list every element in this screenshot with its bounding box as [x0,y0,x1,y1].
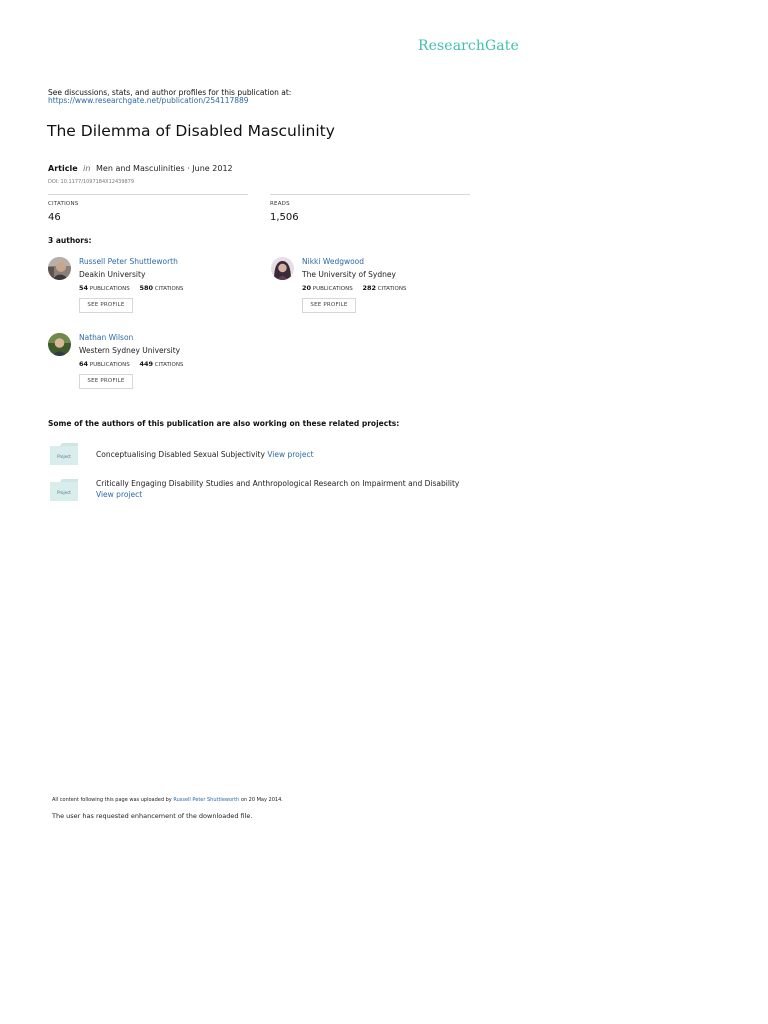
divider [48,194,248,195]
related-projects-heading: Some of the authors of this publication are also working on these related projects: [48,419,400,428]
project-folder-icon [50,443,78,465]
divider [270,194,470,195]
author-stats [302,284,406,292]
author-institution: Western Sydney University [79,346,181,355]
publications-count: 64 [79,360,89,368]
reads-value[interactable]: 1,506 [270,212,299,223]
author-card [48,257,248,319]
citations-label: CITATIONS [48,201,79,207]
reads-label: READS [270,201,290,207]
uploader-link[interactable]: Russell Peter Shuttleworth [173,797,240,803]
project-title: Conceptualising Disabled Sexual Subjectivity [96,450,265,459]
publication-meta [48,164,233,173]
intro-text: See discussions, stats, and author profiles for this publication at: [48,88,292,97]
author-name-link[interactable]: Russell Peter Shuttleworth [79,257,178,266]
avatar[interactable] [48,257,71,280]
intro-block [48,89,291,105]
citations-value[interactable]: 46 [48,212,61,223]
see-profile-button[interactable]: SEE PROFILE [79,374,133,389]
see-profile-button[interactable]: SEE PROFILE [302,298,356,313]
publication-url-link[interactable]: https://www.researchgate.net/publication/254117889 [48,96,249,105]
publication-type: Article [48,164,78,173]
upload-suffix: on 20 May 2014. [240,797,283,803]
author-card [48,333,248,395]
project-item [96,478,459,500]
author-institution: The University of Sydney [302,270,396,279]
enhancement-note: The user has requested enhancement of the downloaded file. [52,812,253,820]
publications-label: PUBLICATIONS [89,286,130,292]
journal-name[interactable]: Men and Masculinities · June 2012 [96,164,233,173]
project-item [96,449,314,460]
author-name-link[interactable]: Nathan Wilson [79,333,134,342]
view-project-link[interactable]: View project [267,450,314,459]
citations-count: 449 [139,360,154,368]
publication-title: The Dilemma of Disabled Masculinity [47,122,335,140]
avatar[interactable] [271,257,294,280]
author-institution: Deakin University [79,270,146,279]
project-title: Critically Engaging Disability Studies and Anthropological Research on Impairment and Disability [96,479,460,488]
citations-label: CITATIONS [154,362,184,368]
author-stats [79,360,183,368]
author-stats [79,284,183,292]
upload-prefix: All content following this page was uploaded by [52,797,172,803]
publications-label: PUBLICATIONS [89,362,130,368]
citations-label: CITATIONS [377,286,407,292]
citations-count: 282 [362,284,377,292]
publications-count: 54 [79,284,89,292]
in-word: in [83,164,91,173]
citations-count: 580 [139,284,154,292]
svg-text:Project: Project [57,454,71,459]
author-name-link[interactable]: Nikki Wedgwood [302,257,365,266]
authors-heading: 3 authors: [48,236,92,245]
author-card [271,257,471,319]
avatar[interactable] [48,333,71,356]
view-project-link[interactable]: View project [96,490,143,499]
researchgate-logo[interactable]: ResearchGate [418,38,519,54]
citations-label: CITATIONS [154,286,184,292]
project-folder-icon [50,479,78,501]
upload-note [52,797,283,803]
publications-label: PUBLICATIONS [312,286,353,292]
see-profile-button[interactable]: SEE PROFILE [79,298,133,313]
doi: DOI: 10.1177/1097184X12439879 [48,179,135,185]
publications-count: 20 [302,284,312,292]
svg-text:Project: Project [57,490,71,495]
